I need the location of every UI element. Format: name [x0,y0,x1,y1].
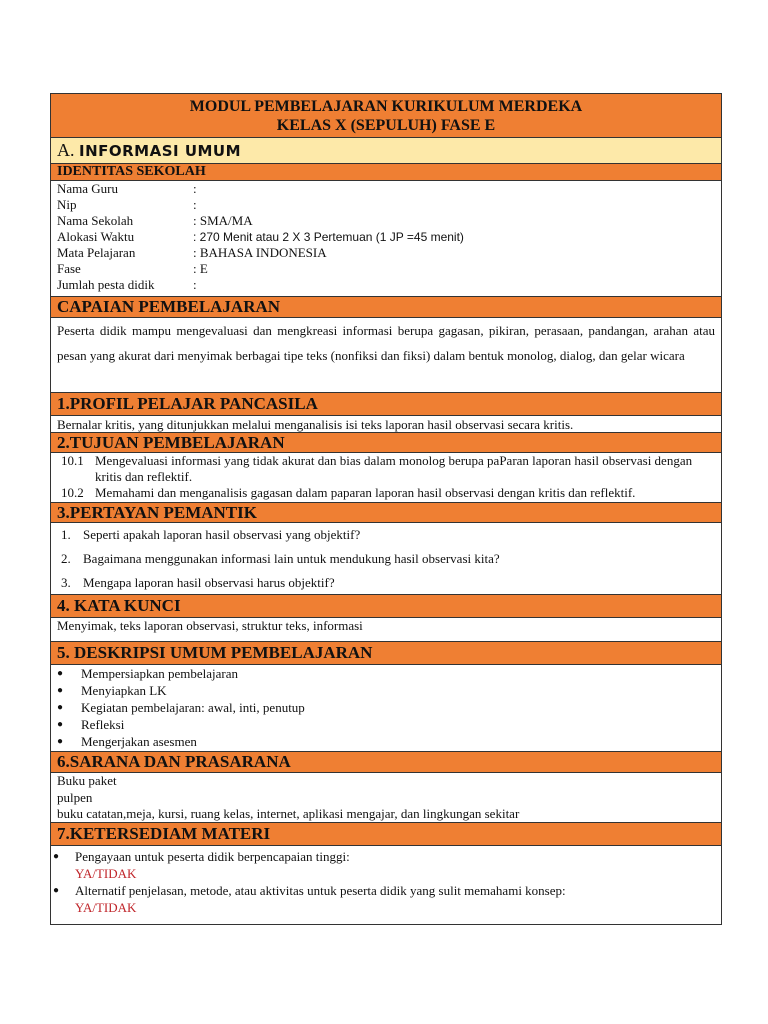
sarana-line: buku catatan,meja, kursi, ruang kelas, internet, aplikasi mengajar, dan lingkungan sekitar [57,806,520,821]
materi-text: Pengayaan untuk peserta didik berpencapaian tinggi: [75,849,350,864]
section-a-letter: A. [57,140,75,160]
id-label: Jumlah pesta didik [57,277,155,292]
deskripsi-text: Mempersiapkan pembelajaran [81,666,239,681]
id-row-jumlah-peserta [57,277,715,293]
kata-kunci-heading: 4. KATA KUNCI [51,595,721,618]
materi-list [51,846,721,924]
id-label: Fase [57,261,81,276]
id-value: : E [193,261,208,276]
materi-heading: 7.KETERSEDIAM MATERI [51,823,721,846]
deskripsi-text: Mengerjakan asesmen [81,734,197,749]
deskripsi-item [51,716,715,733]
tujuan-list [51,453,721,503]
id-value: : [193,181,197,196]
profil-heading: 1.PROFIL PELAJAR PANCASILA [51,393,721,416]
bullet-icon: ● [57,685,64,696]
deskripsi-item [51,733,715,750]
pertanyaan-list [51,523,721,595]
id-label: Nama Guru [57,181,119,196]
pertanyaan-item [57,547,715,571]
id-row-fase [57,261,715,277]
pertanyaan-text: Bagaimana menggunakan informasi lain untuk mendukung hasil observasi kita? [83,551,500,566]
pertanyaan-number: 3. [61,575,71,590]
section-a-title: INFORMASI UMUM [79,142,242,160]
title-line-1: MODUL PEMBELAJARAN KURIKULUM MERDEKA [189,98,583,115]
kata-kunci-text: Menyimak, teks laporan observasi, struktur teks, informasi [51,618,721,642]
materi-item [51,882,715,916]
tujuan-text: Mengevaluasi informasi yang tidak akurat dan bias dalam monolog berupa paParan laporan hasil observasi dengan kritis dan reflektif. [95,453,693,484]
id-row-alokasi-waktu [57,229,715,245]
id-value: : BAHASA INDONESIA [193,245,327,260]
pertanyaan-heading: 3.PERTAYAN PEMANTIK [51,503,721,523]
deskripsi-item [51,699,715,716]
pertanyaan-text: Mengapa laporan hasil observasi harus objektif? [83,575,335,590]
id-value: : SMA/MA [193,213,253,228]
capaian-text: Peserta didik mampu mengevaluasi dan mengkreasi informasi berupa gagasan, pikiran, perasaan, pandangan, arahan atau pesan yang akurat dari menyimak berbagai tipe teks (nonfiksi dan fiksi) dalam bentuk monolog, dialog, dan gelar wicara [51,318,721,393]
deskripsi-text: Refleksi [81,717,125,732]
deskripsi-heading: 5. DESKRIPSI UMUM PEMBELAJARAN [51,642,721,665]
tujuan-item [61,453,715,485]
deskripsi-item [51,682,715,699]
deskripsi-text: Kegiatan pembelajaran: awal, inti, penutup [81,700,305,715]
bullet-icon: ● [57,719,64,730]
title-line-2: KELAS X (SEPULUH) FASE E [276,117,496,134]
capaian-heading: CAPAIAN PEMBELAJARAN [51,297,721,318]
module-document [50,93,722,925]
id-row-nip [57,197,715,213]
pertanyaan-item [57,571,715,595]
identitas-table [51,181,721,297]
id-label: Nip [57,197,77,212]
deskripsi-text: Menyiapkan LK [81,683,167,698]
id-value: : 270 Menit atau 2 X 3 Pertemuan (1 JP =45 menit) [193,230,464,244]
deskripsi-item [51,665,715,682]
bullet-icon: ● [57,668,64,679]
identitas-heading: IDENTITAS SEKOLAH [51,164,721,181]
id-label: Nama Sekolah [57,213,134,228]
tujuan-number: 10.2 [61,485,84,500]
tujuan-item [61,485,715,501]
materi-answer: YA/TIDAK [75,866,137,881]
bullet-icon: ● [53,851,60,862]
pertanyaan-number: 1. [61,527,71,542]
id-row-nama-sekolah [57,213,715,229]
id-row-nama-guru [57,181,715,197]
section-a-heading [51,138,721,164]
profil-text: Bernalar kritis, yang ditunjukkan melalui menganalisis isi teks laporan hasil observasi secara kritis. [51,416,721,433]
id-label: Mata Pelajaran [57,245,136,260]
bullet-icon: ● [57,736,64,747]
sarana-line: Buku paket [57,773,117,788]
tujuan-heading: 2.TUJUAN PEMBELAJARAN [51,433,721,453]
document-title [51,94,721,138]
deskripsi-list [51,665,721,752]
pertanyaan-text: Seperti apakah laporan hasil observasi yang objektif? [83,527,361,542]
sarana-list [51,773,721,823]
sarana-line: pulpen [57,789,93,805]
id-value: : [193,197,197,212]
sarana-heading: 6.SARANA DAN PRASARANA [51,752,721,773]
id-value: : [193,277,197,292]
pertanyaan-item [57,523,715,547]
bullet-icon: ● [57,702,64,713]
materi-item [51,848,715,882]
tujuan-text: Memahami dan menganalisis gagasan dalam paparan laporan hasil observasi dengan kritis dan reflektif. [95,485,636,500]
tujuan-number: 10.1 [61,453,84,468]
bullet-icon: ● [53,885,60,896]
materi-answer: YA/TIDAK [75,900,137,915]
pertanyaan-number: 2. [61,551,71,566]
id-row-mata-pelajaran [57,245,715,261]
materi-text: Alternatif penjelasan, metode, atau aktivitas untuk peserta didik yang sulit memahami konsep: [75,883,566,898]
id-label: Alokasi Waktu [57,229,135,244]
